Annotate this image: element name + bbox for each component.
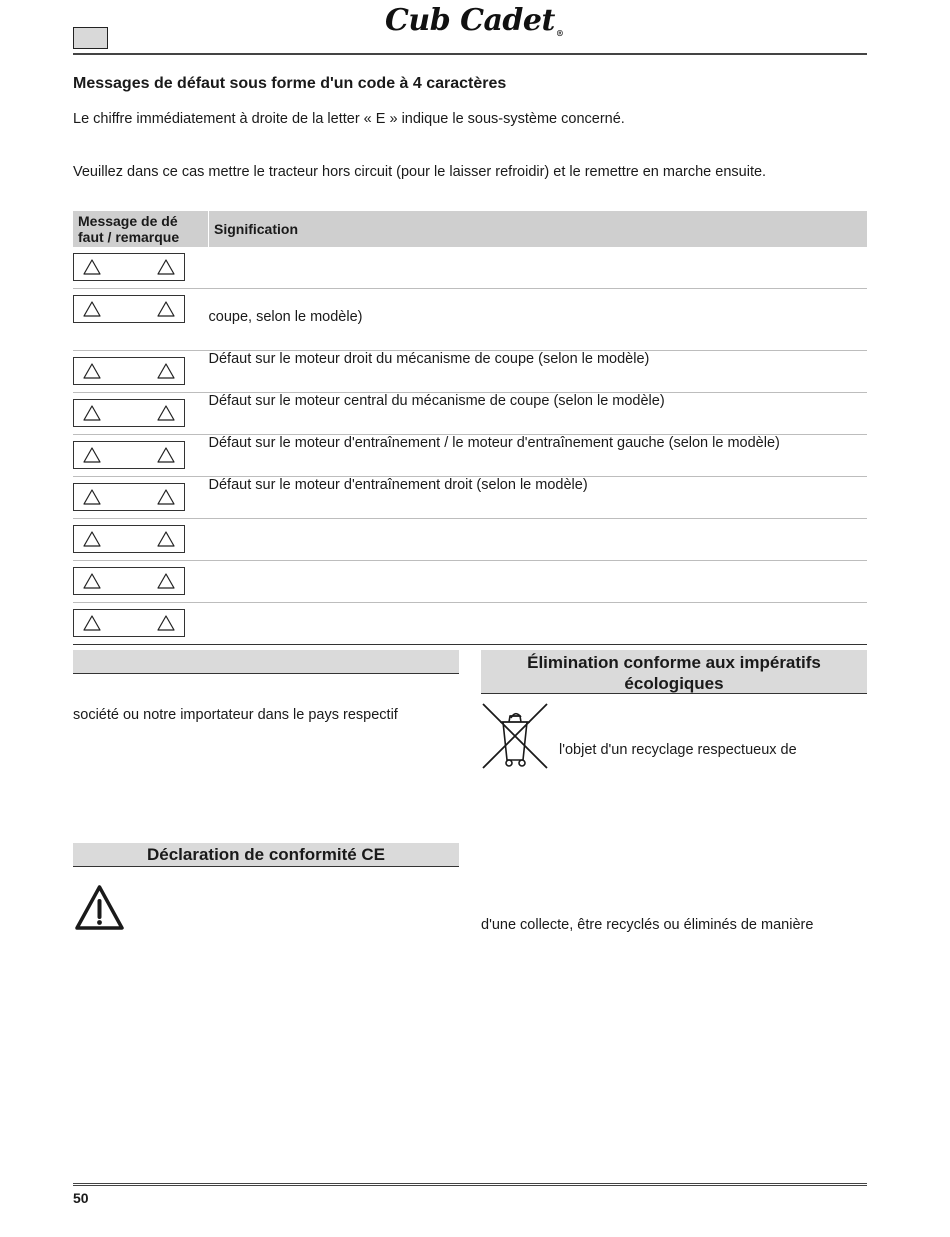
warning-triangle-outline-icon bbox=[157, 489, 175, 505]
meaning-cell bbox=[209, 561, 868, 603]
error-code-cell bbox=[73, 477, 209, 519]
error-code-cell bbox=[73, 351, 209, 393]
disposal-text-2: d'une collecte, être recyclés ou éliminés de manière bbox=[481, 917, 814, 933]
error-code-box bbox=[73, 483, 185, 511]
meaning-cell: coupe, selon le modèle) bbox=[209, 289, 868, 351]
table-row bbox=[73, 603, 867, 645]
error-code-cell bbox=[73, 435, 209, 477]
table-row bbox=[73, 289, 867, 351]
meaning-cell bbox=[209, 603, 868, 645]
warning-triangle-outline-icon bbox=[83, 363, 101, 379]
table-header-row bbox=[73, 211, 867, 247]
warning-triangle-outline-icon bbox=[83, 405, 101, 421]
table-row bbox=[73, 477, 867, 519]
column-header-meaning: Signification bbox=[209, 211, 868, 247]
warning-triangle-outline-icon bbox=[83, 573, 101, 589]
table-row bbox=[73, 435, 867, 477]
disposal-heading: Élimination conforme aux impératifs écologiques bbox=[481, 650, 867, 694]
page-number: 50 bbox=[73, 1190, 89, 1206]
error-code-box bbox=[73, 295, 185, 323]
error-code-cell bbox=[73, 519, 209, 561]
error-code-box bbox=[73, 253, 185, 281]
warning-triangle-outline-icon bbox=[157, 615, 175, 631]
error-code-box bbox=[73, 567, 185, 595]
language-tab-box bbox=[73, 27, 108, 49]
warning-triangle-outline-icon bbox=[157, 301, 175, 317]
disposal-text-1: l'objet d'un recyclage respectueux de bbox=[559, 742, 797, 758]
header-rule bbox=[73, 53, 867, 55]
warning-triangle-outline-icon bbox=[83, 259, 101, 275]
intro-paragraph: Le chiffre immédiatement à droite de la letter « E » indique le sous-système concerné. bbox=[73, 111, 625, 127]
error-code-box bbox=[73, 525, 185, 553]
meaning-cell: Défaut sur le moteur central du mécanisme de coupe (selon le modèle) bbox=[209, 393, 868, 435]
error-code-box bbox=[73, 357, 185, 385]
table-row bbox=[73, 247, 867, 289]
column-header-message: Message de dé faut / remarque bbox=[73, 211, 209, 247]
footer-rule bbox=[73, 1183, 867, 1186]
error-code-table bbox=[73, 211, 867, 645]
warning-triangle-outline-icon bbox=[157, 405, 175, 421]
error-code-box bbox=[73, 399, 185, 427]
warning-triangle-outline-icon bbox=[83, 447, 101, 463]
warning-triangle-outline-icon bbox=[157, 573, 175, 589]
warning-triangle-outline-icon bbox=[83, 615, 101, 631]
ce-declaration-heading: Déclaration de conformité CE bbox=[73, 843, 459, 867]
error-code-box bbox=[73, 609, 185, 637]
meaning-cell bbox=[209, 519, 868, 561]
error-code-cell bbox=[73, 393, 209, 435]
warning-triangle-outline-icon bbox=[157, 363, 175, 379]
warning-triangle-outline-icon bbox=[157, 531, 175, 547]
table-row bbox=[73, 393, 867, 435]
error-code-cell bbox=[73, 289, 209, 351]
restart-paragraph: Veuillez dans ce cas mettre le tracteur hors circuit (pour le laisser refroidir) et le remettre en marche ensuite. bbox=[73, 164, 767, 180]
warning-triangle-outline-icon bbox=[83, 489, 101, 505]
table-row bbox=[73, 561, 867, 603]
meaning-cell: Défaut sur le moteur droit du mécanisme de coupe (selon le modèle) bbox=[209, 351, 868, 393]
error-code-cell bbox=[73, 603, 209, 645]
error-code-cell bbox=[73, 247, 209, 289]
meaning-cell bbox=[209, 247, 868, 289]
warning-triangle-outline-icon bbox=[157, 447, 175, 463]
crossed-out-wheelie-bin-icon bbox=[481, 702, 549, 770]
brand-logo: Cub Cadet® bbox=[385, 3, 564, 38]
warning-triangle-outline-icon bbox=[83, 531, 101, 547]
error-code-box bbox=[73, 441, 185, 469]
error-code-cell bbox=[73, 561, 209, 603]
warning-triangle-outline-icon bbox=[157, 259, 175, 275]
section-title: Messages de défaut sous forme d'un code à 4 caractères bbox=[73, 75, 507, 92]
warning-triangle-outline-icon bbox=[83, 301, 101, 317]
meaning-cell: Défaut sur le moteur d'entraînement / le moteur d'entraînement gauche (selon le modèle) bbox=[209, 435, 868, 477]
table-row bbox=[73, 351, 867, 393]
warning-exclamation-icon bbox=[74, 884, 125, 931]
table-row bbox=[73, 519, 867, 561]
left-column-heading bbox=[73, 650, 459, 674]
meaning-cell: Défaut sur le moteur d'entraînement droit (selon le modèle) bbox=[209, 477, 868, 519]
left-column-text: société ou notre importateur dans le pays respectif bbox=[73, 707, 398, 723]
